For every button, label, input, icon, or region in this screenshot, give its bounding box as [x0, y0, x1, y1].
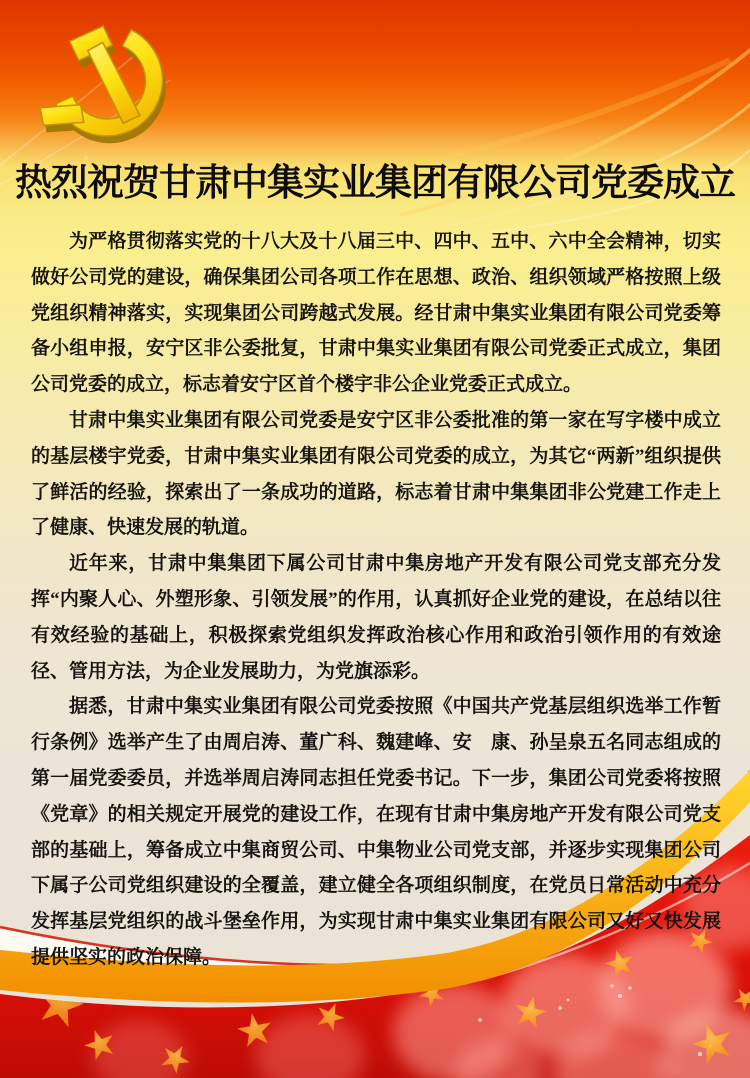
paragraph-3: 近年来，甘肃中集集团下属公司甘肃中集房地产开发有限公司党支部充分发挥“内聚人心、外塑形象、引领发展”的作用，认真抓好企业党的建设，在总结以往有效经验的基础上，积极探索党组织发挥政治核心作用和政治引领作用的有效途径、管用方法，为企业发展助力，为党旗添彩。 — [31, 553, 721, 682]
paragraph-2: 甘肃中集实业集团有限公司党委是安宁区非公委批准的第一家在写字楼中成立的基层楼宇党委，甘肃中集实业集团有限公司党委的成立，为其它“两新”组织提供了鲜活的经验，探索出了一条成功的道路，标志着甘肃中集集团非公党建工作走上了健康、快速发展的轨道。 — [31, 409, 721, 539]
page-title: 热烈祝贺甘肃中集实业集团有限公司党委成立 — [15, 163, 735, 204]
paragraph-1: 为严格贯彻落实党的十八大及十八届三中、四中、五中、六中全会精神，切实做好公司党的建设，确保集团公司各项工作在思想、政治、组织领域严格按照上级党组织精神落实，实现集团公司跨越式发展。经甘肃中集实业集团有限公司党委筹备小组申报，安宁区非公委批复，甘肃中集实业集团有限公司党委正式成立，集团公司党委的成立，标志着安宁区首个楼宇非公企业党委正式成立。 — [31, 231, 721, 396]
paragraph-4: 据悉，甘肃中集实业集团有限公司党委按照《中国共产党基层组织选举工作暂行条例》选举产生了由周启涛、董广科、魏建峰、安 康、孙呈泉五名同志组成的第一届党委委员，并选举周启涛同志担任党委书记。下一步，集团公司党委将按照《党章》的相关规定开展党的建设工作，在现有甘肃中集房地产开发有限公司党支部的基础上，筹备成立中集商贸公司、中集物业公司党支部，并逐步实现集团公司下属子公司党组织建设的全覆盖，建立健全各项组织制度，在党员日常活动中充分发挥基层党组织的战斗堡垒作用，为实现甘肃中集实业集团有限公司又好又快发展提供坚实的政治保障。 — [31, 696, 721, 968]
party-emblem-icon — [34, 12, 180, 162]
article-body — [31, 224, 721, 976]
